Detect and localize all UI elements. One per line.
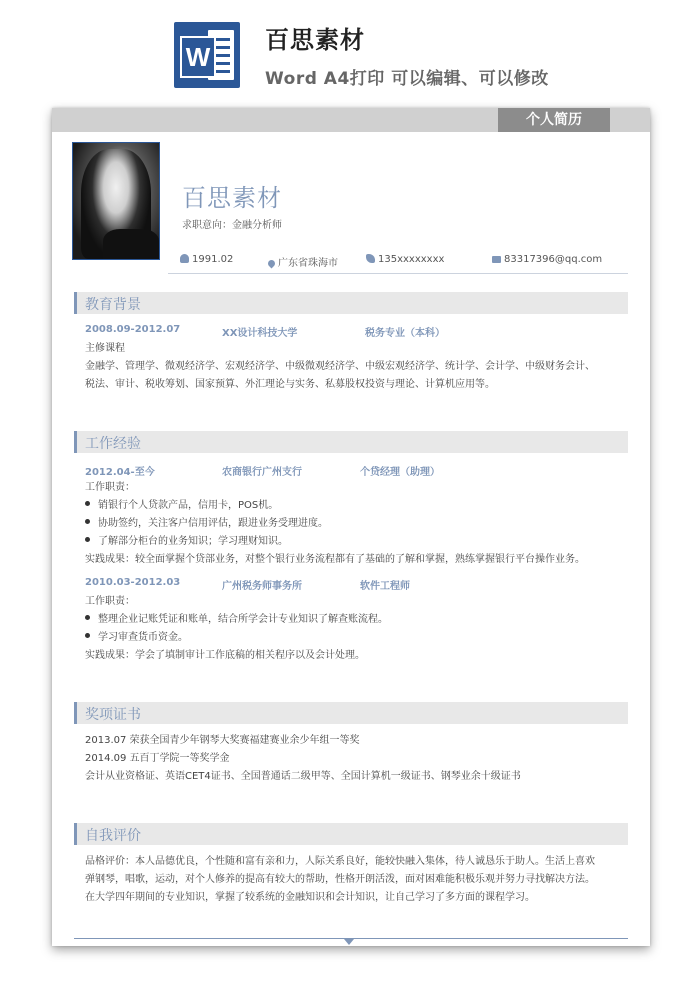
certificates: 会计从业资格证、英语CET4证书、全国普通话二级甲等、全国计算机一级证书、钢琴业余十级证书	[85, 771, 521, 782]
section-education: 教育背景	[74, 292, 628, 314]
job1-row: 2012.04-至今 农商银行广州支行 个贷经理（助理）	[85, 467, 440, 478]
mail-icon	[492, 256, 501, 263]
location-pin-icon	[267, 259, 277, 269]
contact-email: 83317396@qq.com	[492, 254, 602, 265]
section-self-evaluation: 自我评价	[74, 823, 628, 845]
section-work: 工作经验	[74, 431, 628, 453]
course-line-2: 税法、审计、税收筹划、国家预算、外汇理论与实务、私募股权投资与理论、计算机应用等。	[85, 379, 495, 390]
job1-duty-3: 了解部分柜台的业务知识；学习理财知识。	[85, 535, 288, 549]
award-1: 2013.07 荣获全国青少年钢琴大奖赛福建赛业余少年组一等奖	[85, 735, 360, 746]
job1-duty-label: 工作职责：	[85, 482, 135, 493]
contact-location: 广东省珠海市	[268, 254, 338, 269]
divider	[168, 273, 628, 274]
profile-photo	[72, 142, 160, 260]
self-line-1: 品格评价：本人品德优良，个性随和富有亲和力，人际关系良好，能较快融入集体，待人诚恳乐于助人。生活上喜欢	[85, 856, 595, 867]
brand-title: 百思素材	[265, 26, 365, 54]
self-line-2: 弹钢琴，唱歌，运动，对个人修养的提高有较大的帮助，性格开朗活泼，面对困难能积极乐观并努力寻找解决方法。	[85, 874, 595, 885]
education-row: 2008.09-2012.07 XX设计科技大学 税务专业（本科）	[85, 324, 445, 339]
section-awards: 奖项证书	[74, 702, 628, 724]
award-2: 2014.09 五百丁学院一等奖学金	[85, 753, 230, 764]
job1-duty-2: 协助签约，关注客户信用评估，跟进业务受理进度。	[85, 517, 328, 531]
contact-birth: 1991.02	[180, 254, 233, 265]
job2-duty-1: 整理企业记账凭证和账单，结合所学会计专业知识了解查账流程。	[85, 613, 388, 627]
job1-duty-1: 销银行个人贷款产品，信用卡，POS机。	[85, 499, 278, 513]
job2-duty-2: 学习审查货币资金。	[85, 631, 188, 645]
job2-duty-label: 工作职责：	[85, 596, 135, 607]
job1-result: 实践成果：较全面掌握个贷部业务，对整个银行业务流程都有了基础的了解和掌握，熟练掌握银行平台操作业务。	[85, 554, 585, 565]
job2-result: 实践成果：学会了填制审计工作底稿的相关程序以及会计处理。	[85, 650, 365, 661]
course-label: 主修课程	[85, 343, 125, 354]
word-letter: W	[180, 36, 216, 78]
course-line-1: 金融学、管理学、微观经济学、宏观经济学、中级微观经济学、中级宏观经济学、统计学、会计学、中级财务会计、	[85, 361, 595, 372]
brand-subtitle: Word A4打印 可以编辑、可以修改	[265, 69, 549, 89]
contact-row	[180, 254, 640, 268]
resume-tag: 个人简历	[498, 108, 610, 132]
person-icon	[180, 254, 189, 263]
job2-row: 2010.03-2012.03 广州税务师事务所 软件工程师	[85, 577, 410, 592]
candidate-name: 百思素材	[182, 184, 282, 212]
resume-sheet	[52, 108, 650, 946]
bottom-triangle-icon	[344, 939, 354, 945]
contact-phone: 135xxxxxxxx	[366, 254, 444, 265]
self-line-3: 在大学四年期间的专业知识，掌握了较系统的金融知识和会计知识，让自己学习了多方面的课程学习。	[85, 892, 535, 903]
phone-icon	[366, 254, 375, 263]
word-logo-icon	[174, 22, 240, 88]
job-intent: 求职意向：金融分析师	[182, 220, 282, 231]
